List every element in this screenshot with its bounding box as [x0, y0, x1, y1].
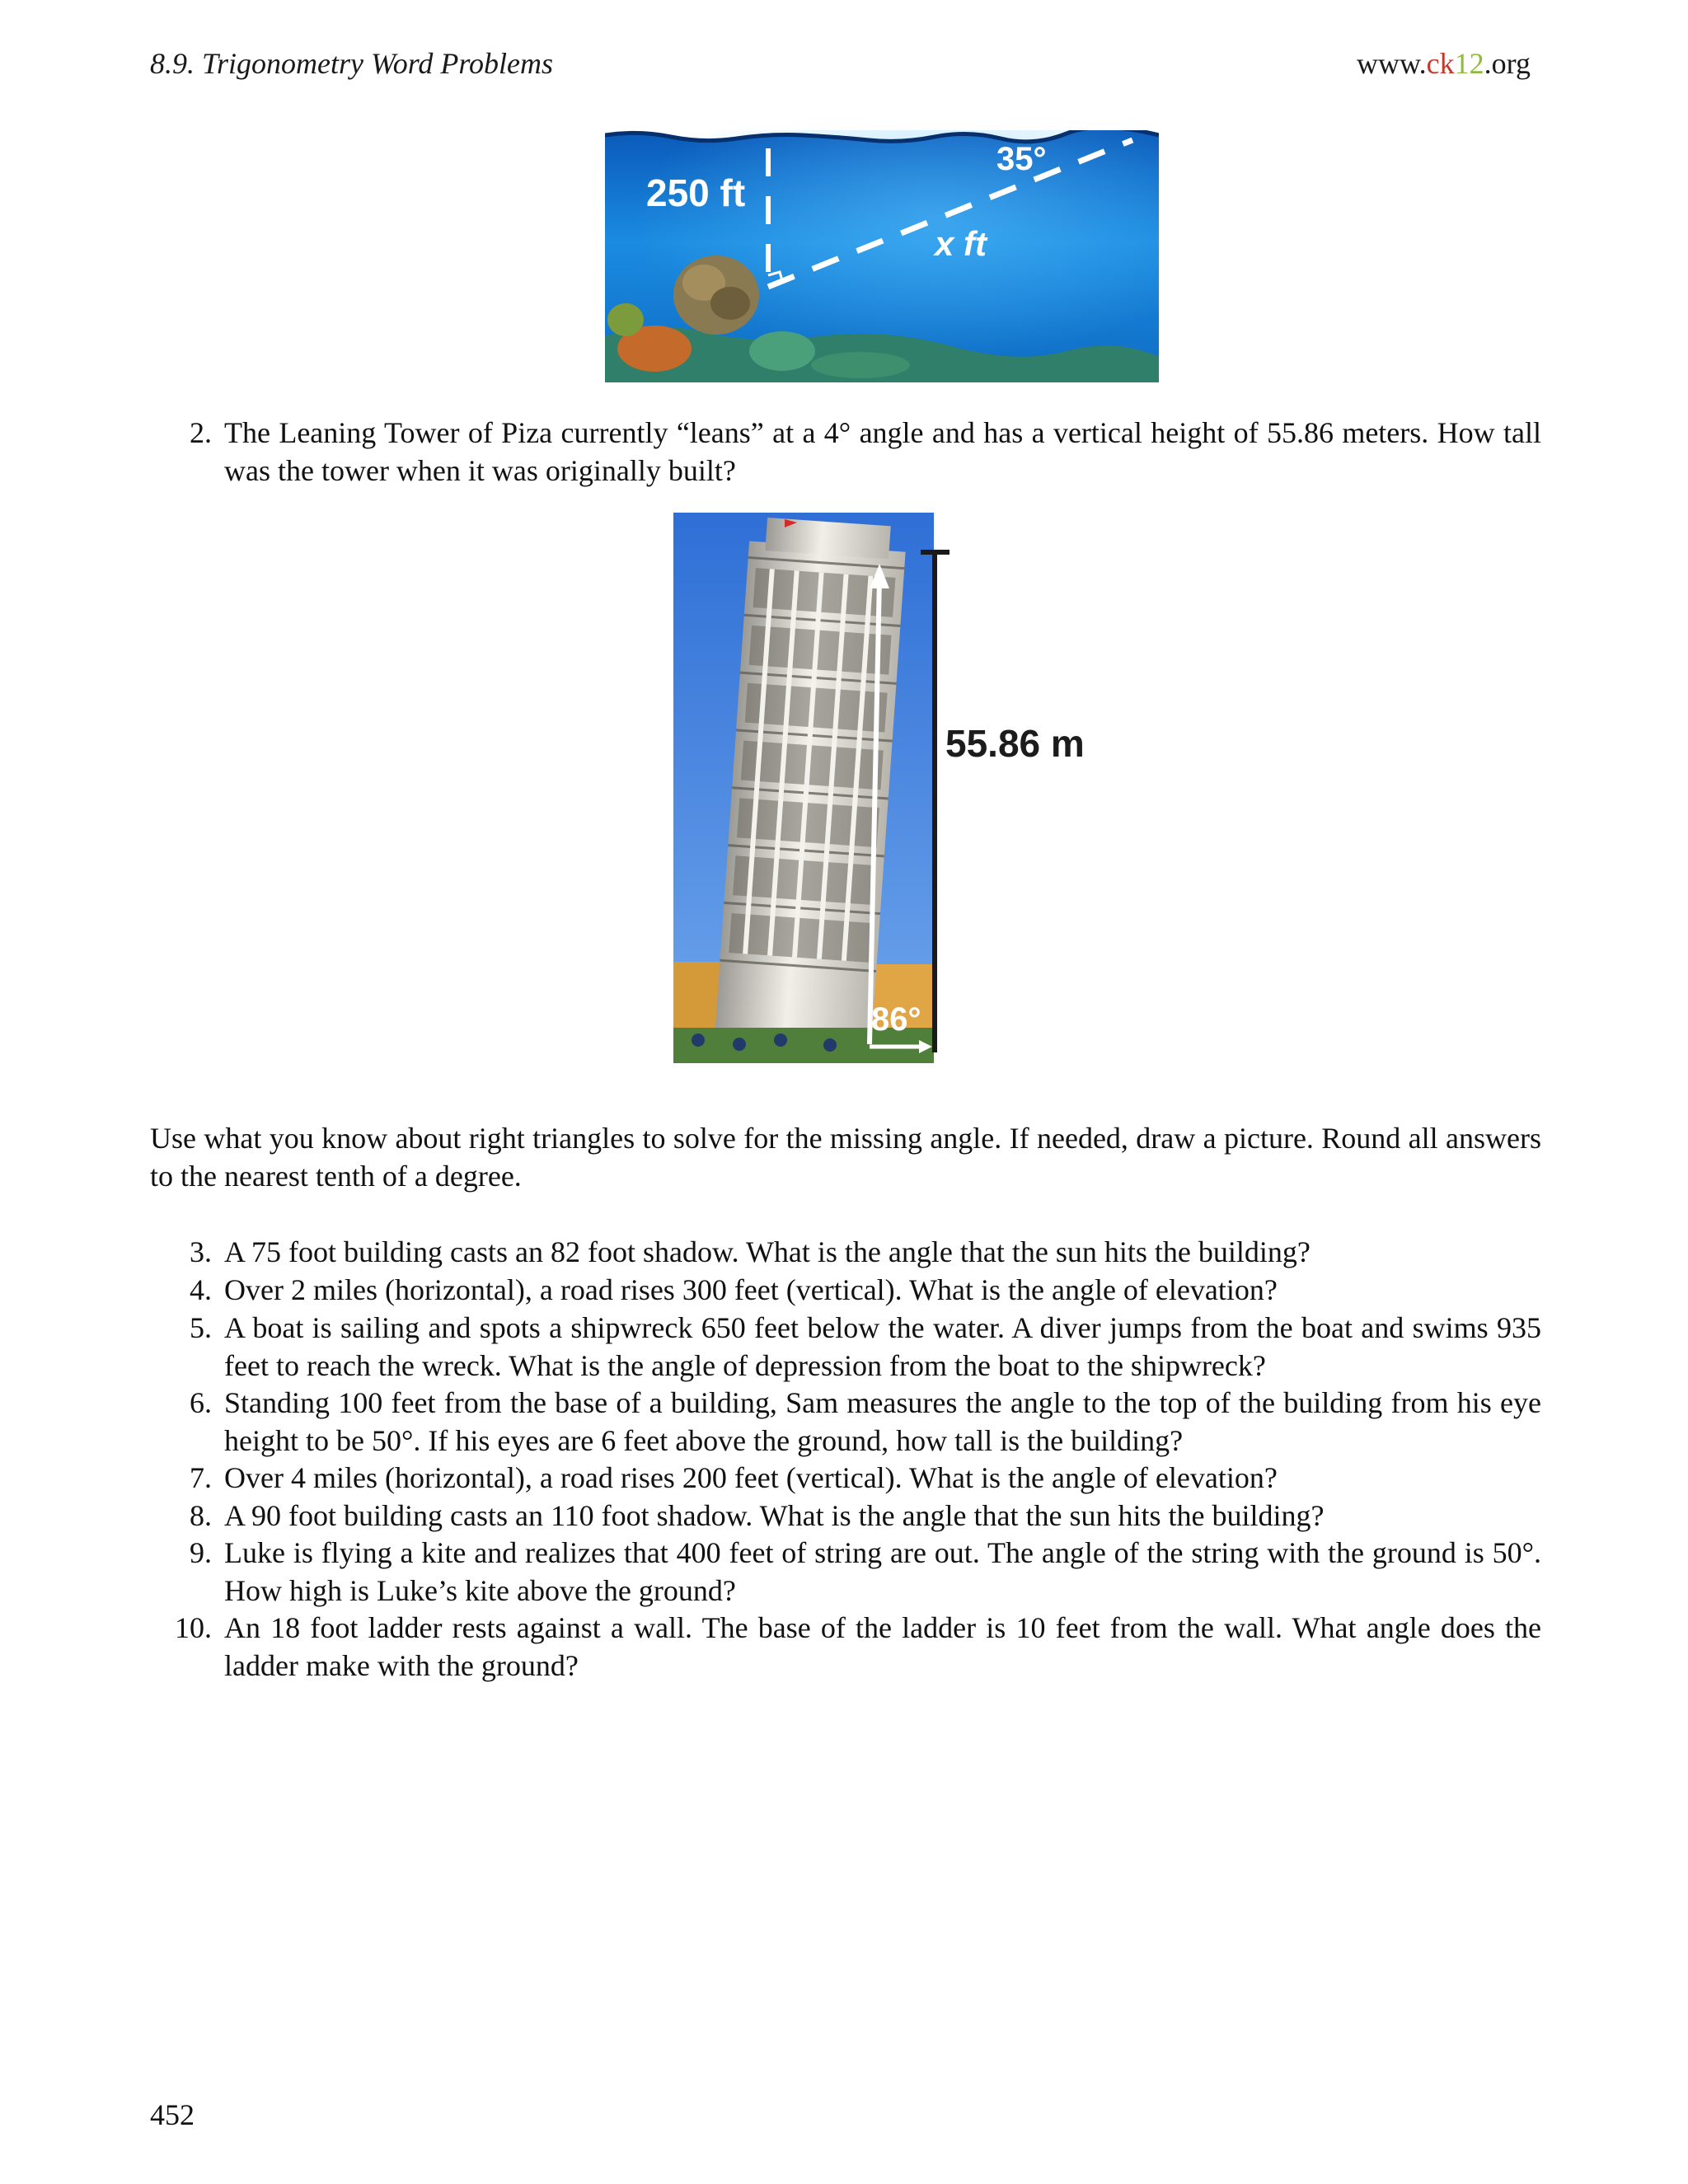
problem-3 [150, 1233, 1541, 1271]
problem-number: 6. [190, 1386, 212, 1419]
depth-label: 250 ft [646, 171, 746, 214]
angle-label: 35° [996, 141, 1047, 177]
problem-number: 8. [190, 1499, 212, 1532]
problem-number: 4. [190, 1273, 212, 1306]
problem-6 [150, 1384, 1541, 1460]
section-title: 8.9. Trigonometry Word Problems [150, 47, 554, 80]
instructions: Use what you know about right triangles to solve for the missing angle. If needed, draw a picture. Round all answers to the nearest tenth of a degree. [150, 1122, 1541, 1193]
problem-text: A 90 foot building casts an 110 foot shadow. What is the angle that the sun hits the building? [224, 1499, 1325, 1532]
problem-number: 10. [175, 1611, 212, 1644]
leaning-tower-figure [673, 513, 1100, 1063]
problem-number: 7. [190, 1461, 212, 1494]
problem-2 [150, 414, 1541, 490]
problem-number: 5. [190, 1311, 212, 1344]
problem-text: Standing 100 feet from the base of a building, Sam measures the angle to the top of the building from his eye height to be 50°. If his eyes are 6 feet above the ground, how tall is the building? [224, 1386, 1541, 1457]
problem-text: The Leaning Tower of Piza currently “leans” at a 4° angle and has a vertical height of 55.86 meters. How tall was the tower when it was originally built? [224, 416, 1541, 487]
site-url-prefix: www. [1357, 47, 1427, 80]
problem-5 [150, 1309, 1541, 1385]
problem-10 [150, 1609, 1541, 1685]
problem-7 [150, 1459, 1541, 1497]
problem-text: Luke is flying a kite and realizes that 400 feet of string are out. The angle of the string with the ground is 50°. How high is Luke’s kite above the ground? [224, 1536, 1541, 1607]
problem-4 [150, 1271, 1541, 1309]
problem-9 [150, 1534, 1541, 1610]
problem-text: Over 4 miles (horizontal), a road rises 200 feet (vertical). What is the angle of elevation? [224, 1461, 1278, 1494]
problem-number: 2. [190, 416, 212, 449]
problem-text: Over 2 miles (horizontal), a road rises 300 feet (vertical). What is the angle of elevation? [224, 1273, 1278, 1306]
site-url[interactable] [1357, 46, 1531, 81]
problem-text: A boat is sailing and spots a shipwreck 650 feet below the water. A diver jumps from the boat and swims 935 feet to reach the wreck. What is the angle of depression from the boat to the shipwreck? [224, 1311, 1541, 1382]
problem-number: 3. [190, 1235, 212, 1268]
tower-angle-label: 86° [871, 1001, 921, 1038]
problem-text: A 75 foot building casts an 82 foot shadow. What is the angle that the sun hits the building? [224, 1235, 1311, 1268]
site-url-12: 12 [1454, 47, 1484, 80]
site-url-ck: ck [1426, 47, 1455, 80]
ocean-diver-figure [605, 130, 1159, 382]
page-number: 452 [150, 2098, 195, 2131]
distance-label: x ft [935, 224, 987, 263]
problem-text: An 18 foot ladder rests against a wall. The base of the ladder is 10 feet from the wall. What angle does the ladder make with the ground? [224, 1611, 1541, 1682]
problem-number: 9. [190, 1536, 212, 1569]
site-url-suffix: .org [1484, 47, 1531, 80]
height-label: 55.86 m [945, 722, 1085, 765]
problem-8 [150, 1497, 1541, 1535]
